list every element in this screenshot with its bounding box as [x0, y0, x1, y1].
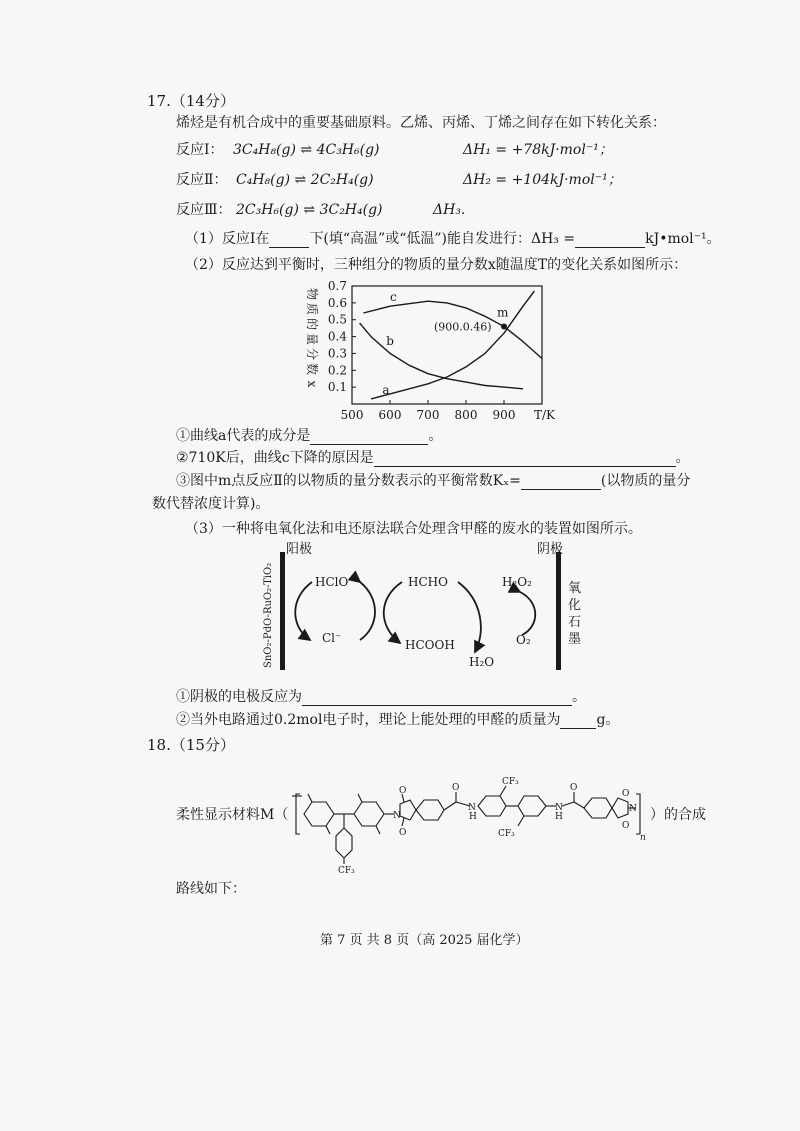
series-label-b: b [386, 334, 394, 348]
answer-blank-6[interactable] [302, 691, 572, 706]
answer-blank-4[interactable] [374, 452, 676, 467]
q18-route-text: 路线如下： [176, 881, 246, 897]
y-axis-label-char: 的 [305, 317, 319, 331]
species-chloride: Cl⁻ [322, 631, 342, 645]
carbonyl-oxygen-4: O [622, 821, 630, 831]
answer-blank-1[interactable] [269, 233, 309, 248]
repeat-unit-n: n [640, 833, 646, 843]
sub4-text [176, 688, 586, 706]
q18-header: 18.（15分） [147, 736, 235, 754]
sub2-text [176, 449, 690, 467]
svg-text:化: 化 [568, 598, 582, 613]
x-tick-label: 700 [416, 408, 440, 422]
y-tick-label: 0.1 [327, 380, 347, 395]
answer-blank-5[interactable] [521, 475, 601, 490]
q18-material-text: 柔性显示材料M（ [176, 807, 289, 823]
anode-material: SnO₂-PdO-RuO₂-TiO₂ [263, 562, 274, 668]
imide-nitrogen-1: N [393, 811, 401, 821]
carbonyl-oxygen-3: O [622, 789, 630, 799]
species-hclo: HClO [315, 575, 349, 589]
polymer-structure [292, 752, 650, 876]
reaction-3-equation: 2C₃H₆(g) ⇌ 3C₂H₄(g) [236, 202, 383, 218]
reaction-1-label: 反应Ⅰ： [176, 142, 224, 158]
sub3-note: (以物质的量分 [600, 473, 691, 489]
sub4-end: 。 [572, 689, 586, 705]
q18-material-text-end: ）的合成 [650, 807, 706, 823]
series-label-c: c [390, 290, 397, 305]
reaction-2-equation: C₄H₈(g) ⇌ 2C₂H₄(g) [236, 172, 374, 188]
sub5-text [176, 711, 619, 729]
imide-nitrogen-2: N [629, 804, 637, 814]
answer-blank-7[interactable] [560, 714, 596, 729]
point-m-annotation: (900.0.46) [434, 320, 492, 334]
amide-hydrogen-1: H [469, 812, 477, 822]
y-tick-label: 0.2 [327, 363, 347, 378]
mole-fraction-chart [300, 280, 560, 425]
reaction-1-enthalpy: ΔH₁ = +78kJ·mol⁻¹； [463, 142, 613, 158]
sub3-text [176, 472, 690, 490]
point-m-marker [501, 323, 507, 329]
sub1-label: ①曲线a代表的成分是 [176, 428, 311, 444]
y-axis-label-char: 数 [305, 362, 319, 376]
x-tick-label: 900 [492, 408, 516, 422]
part1-text-c: kJ•mol⁻¹。 [645, 231, 721, 247]
cathode-plate [556, 552, 561, 670]
species-hcooh: HCOOH [405, 638, 455, 652]
amide-nitrogen-1: N [468, 803, 476, 813]
x-tick-label: 800 [454, 408, 478, 422]
x-tick-label: 500 [340, 408, 364, 422]
part1-text-a: （1）反应Ⅰ在 [185, 231, 270, 247]
species-o2: O₂ [516, 633, 531, 647]
species-hcho: HCHO [408, 575, 448, 589]
carbonyl-oxygen-1: O [399, 786, 407, 796]
y-axis-label-char: 质 [305, 302, 319, 316]
y-axis-label-char: x [305, 380, 319, 388]
sub4-label: ①阴极的电极反应为 [176, 689, 302, 705]
cf3-group-3: CF₃ [338, 866, 355, 876]
electrolysis-diagram [250, 540, 600, 685]
series-line-a [371, 291, 534, 399]
sub3-label: ③图中m点反应Ⅱ的以物质的量分数表示的平衡常数Kₓ= [176, 473, 521, 489]
svg-text:墨: 墨 [568, 632, 582, 647]
carbonyl-oxygen-2: O [399, 828, 407, 838]
amide-oxygen-1: O [452, 783, 460, 793]
sub5-label: ②当外电路通过0.2mol电子时，理论上能处理的甲醛的质量为 [176, 712, 561, 728]
reaction-3-enthalpy: ΔH₃. [433, 202, 466, 218]
answer-blank-2[interactable] [575, 233, 645, 248]
y-tick-label: 0.3 [327, 346, 347, 361]
y-axis-label-char: 量 [305, 332, 319, 346]
reaction-2-label: 反应Ⅱ： [176, 172, 228, 188]
amide-oxygen-2: O [570, 783, 578, 793]
y-tick-label: 0.7 [327, 280, 347, 293]
y-axis-label-char: 物 [305, 287, 319, 301]
anode-label: 阳极 [286, 542, 313, 557]
amide-nitrogen-2: N [555, 803, 563, 813]
reaction-2-enthalpy: ΔH₂ = +104kJ·mol⁻¹； [463, 172, 622, 188]
y-axis-label-char: 分 [305, 347, 319, 361]
sub2-end: 。 [675, 450, 690, 466]
reaction-3-label: 反应Ⅲ： [176, 202, 232, 218]
page-footer: 第 7 页 共 8 页（高 2025 届化学） [320, 933, 529, 948]
sub2-label: ②710K后，曲线c下降的原因是 [176, 450, 374, 466]
reaction-1-equation: 3C₄H₈(g) ⇌ 4C₃H₆(g) [233, 142, 380, 158]
amide-hydrogen-2: H [555, 812, 563, 822]
point-m-label: m [497, 305, 509, 320]
sub3-continuation: 数代替浓度计算)。 [152, 496, 270, 512]
svg-text:氧: 氧 [568, 581, 582, 596]
svg-text:石: 石 [568, 615, 582, 630]
part1-text [185, 230, 721, 248]
q17-intro: 烯烃是有机合成中的重要基础原料。乙烯、丙烯、丁烯之间存在如下转化关系： [176, 115, 666, 131]
cf3-group-2: CF₃ [498, 829, 515, 839]
x-tick-label: 600 [378, 408, 402, 422]
part2-text: （2）反应达到平衡时，三种组分的物质的量分数x随温度T的变化关系如图所示： [185, 257, 688, 273]
anode-plate [280, 552, 285, 670]
part1-text-b: 下(填“高温”或“低温”)能自发进行：ΔH₃ = [309, 231, 576, 247]
part3-text: （3）一种将电氧化法和电还原法联合处理含甲醛的废水的装置如图所示。 [185, 521, 642, 537]
q17-header: 17.（14分） [147, 92, 235, 110]
sub1-text [176, 427, 442, 445]
series-label-a: a [382, 382, 390, 397]
cf3-group-1: CF₃ [502, 777, 519, 787]
cathode-material [568, 581, 581, 647]
x-axis-label: T/K [534, 408, 556, 422]
species-h2o2: H₂O₂ [502, 575, 532, 589]
cathode-label: 阴极 [537, 542, 564, 557]
sub5-end: g。 [596, 712, 620, 728]
y-tick-label: 0.4 [327, 329, 347, 344]
y-tick-label: 0.6 [327, 295, 347, 310]
y-tick-label: 0.5 [327, 312, 347, 327]
answer-blank-3[interactable] [310, 430, 428, 445]
species-water: H₂O [469, 655, 495, 669]
sub1-end: 。 [428, 428, 443, 444]
